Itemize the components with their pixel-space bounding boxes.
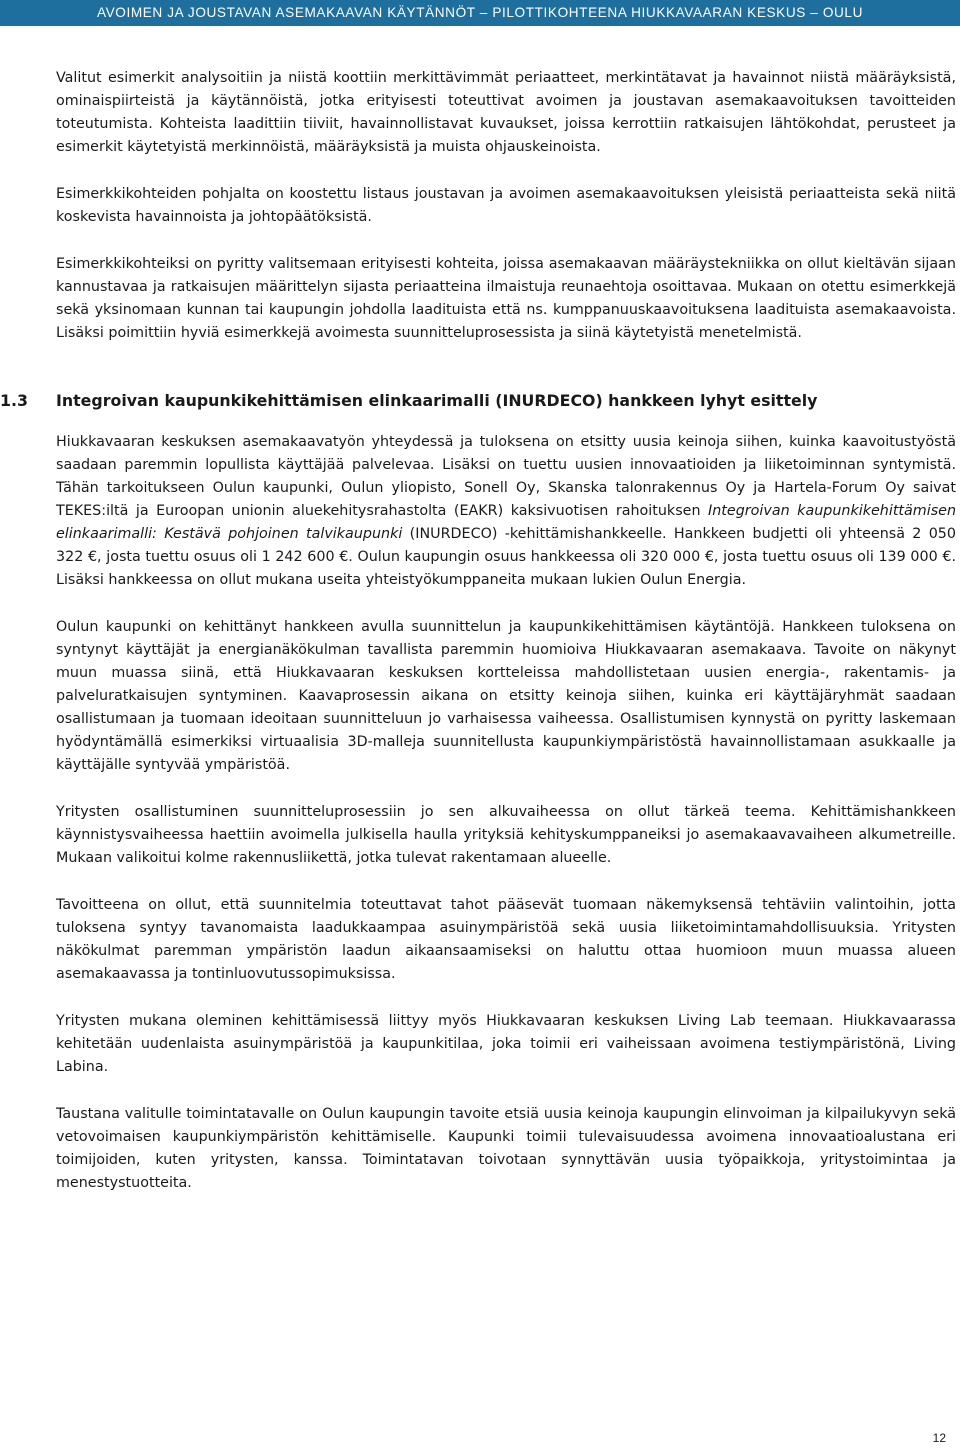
section-number: 1.3 — [0, 391, 28, 410]
page-number: 12 — [932, 1431, 946, 1445]
section-paragraph: Oulun kaupunki on kehittänyt hankkeen avulla suunnittelun ja kaupunkikehittämisen käytäntöjä. Hankkeen tuloksena on syntynyt käyttäjät ja energianäkökulman tavallista paremmin huomioiva Hiukkavaaran asemakaava. Tavoite on näkynyt muun muassa siinä, että Hiukkavaaran keskuksen kortteleissa mahdollistetaan uusien energia-, rakentamis- ja palveluratkaisujen syntyminen. Kaavaprosessin aikana on etsitty keinoja siihen, kuinka eri käyttäjäryhmät saadaan osallistumaan ja tuomaan ideoitaan suunnitteluun jo varhaisessa vaiheessa. Osallistumisen kynnystä on pyritty laskemaan hyödyntämällä esimerkiksi virtuaalisia 3D-malleja suunnitellusta kaupunkiympäristöstä havainnollistamaan asukkaalle ja käyttäjälle syntyvää ympäristöä. — [56, 619, 956, 773]
intro-paragraph: Esimerkkikohteiden pohjalta on koostettu listaus joustavan ja avoimen asemakaavoituksen yleisistä periaatteista sekä niitä koskevista havainnoista ja johtopäätöksistä. — [56, 186, 956, 225]
section-paragraph: Yritysten osallistuminen suunnitteluprosessiin jo sen alkuvaiheessa on ollut tärkeä teema. Kehittämishankkeen käynnistysvaiheessa haettiin avoimella julkisella haulla yrityksiä kehityskumppaneiksi jo asemakaavavaiheen alkumetreille. Mukaan valikoitui kolme rakennusliikettä, jotka tulevat rakentamaan alueelle. — [56, 804, 956, 866]
paragraph-text: Hiukkavaaran keskuksen asemakaavatyön yhteydessä ja tuloksena on etsitty uusia keinoja siihen, kuinka kaavoitustyöstä saadaan paremmin lopullista käyttäjää palvelevaa. Lisäksi on tuettu uusien innovaatioiden ja liiketoiminnan syntymistä. Tähän tarkoitukseen Oulun kaupunki, Oulun yliopisto, Sonell Oy, Skanska talonrakennus Oy ja Hartela-Forum Oy saivat TEKES:iltä ja Euroopan unionin aluekehitysrahastolta (EAKR) kaksivuotisen rahoituksen — [56, 434, 956, 519]
paragraph-text: (INURDECO) -kehittämishankkeelle. Hankkeen budjetti oli yhteensä 2 050 322 €, josta tuettu osuus oli 1 242 600 €. Oulun kaupungin osuus hankkeessa oli 320 000 €, josta tuettu osuus oli 139 000 €. Lisäksi hankkeessa on ollut mukana useita yhteistyökumppaneita mukaan lukien Oulun Energia. — [56, 526, 956, 588]
intro-paragraph: Valitut esimerkit analysoitiin ja niistä koottiin merkittävimmät periaatteet, merkintätavat ja havainnot niistä määräyksistä, ominaispiirteistä ja käytännöistä, jotka erityisesti toteuttivat avoimen ja joustavan asemakaavoituksen tavoitteiden toteutumista. Kohteista laadittiin tiiviit, havainnollistavat kuvaukset, joissa kerrottiin ratkaisujen lähtökohdat, perusteet ja esimerkit käytetyistä merkinnöistä, määräyksistä ja muista ohjauskeinoista. — [56, 70, 956, 155]
running-header — [0, 0, 960, 26]
section-paragraph: Yritysten mukana oleminen kehittämisessä liittyy myös Hiukkavaaran keskuksen Living Lab teemaan. Hiukkavaarassa kehitetään uudenlaista asuinympäristöä ja kaupunkitilaa, joka toimii eri vaiheissaan avoimena testiympäristönä, Living Labina. — [56, 1013, 956, 1075]
intro-paragraph: Esimerkkikohteiksi on pyritty valitsemaan erityisesti kohteita, joissa asemakaavan määräystekniikka on ollut kieltävän sijaan kannustavaa ja ratkaisujen määrittelyn sijasta periaatteina ilmaistuja reunaehtoja osoittavaa. Mukaan on otettu esimerkkejä sekä yksinomaan kunnan tai kaupungin johdolla laadituista että ns. kumppanuuskaavoituksena laadituista asemakaavoista. Lisäksi poimittiin hyviä esimerkkejä avoimesta suunnitteluprosessista ja siinä käytetyistä menetelmistä. — [56, 256, 956, 341]
section-paragraph: Tavoitteena on ollut, että suunnitelmia toteuttavat tahot pääsevät tuomaan näkemyksensä tehtäviin valintoihin, jotta tuloksena syntyy tavanomaista laadukkaampaa asuinympäristöä sekä uusia liiketoimintamahdollisuuksia. Yritysten näkökulmat paremman ympäristön laadun aikaansaamiseksi on haluttu ottaa huomioon muun muassa alueen asemakaavassa ja tontinluovutussopimuksissa. — [56, 897, 956, 982]
page-body — [0, 67, 957, 1219]
section-paragraph — [56, 431, 956, 592]
section-paragraph: Taustana valitulle toimintatavalle on Oulun kaupungin tavoite etsiä uusia keinoja kaupungin elinvoiman ja kilpailukyvyn sekä vetovoimaisen kaupunkiympäristön kehittämiselle. Kaupunki toimii tulevaisuudessa avoimena innovaatioalustana eri toimijoiden, kuten yritysten, kanssa. Toimintatavan toivotaan synnyttävän uusia työpaikkoja, yritystoimintaa ja menestystuotteita. — [56, 1106, 956, 1191]
project-name-italic: Integroivan kaupunkikehittämisen elinkaarimalli: Kestävä pohjoinen talvikaupunki — [56, 503, 957, 542]
section-title: Integroivan kaupunkikehittämisen elinkaarimalli (INURDECO) hankkeen lyhyt esittely — [56, 391, 818, 410]
running-header-title: AVOIMEN JA JOUSTAVAN ASEMAKAAVAN KÄYTÄNNÖT – PILOTTIKOHTEENA HIUKKAVAARAN KESKUS – OULU — [96, 5, 864, 20]
section-heading — [0, 389, 956, 413]
